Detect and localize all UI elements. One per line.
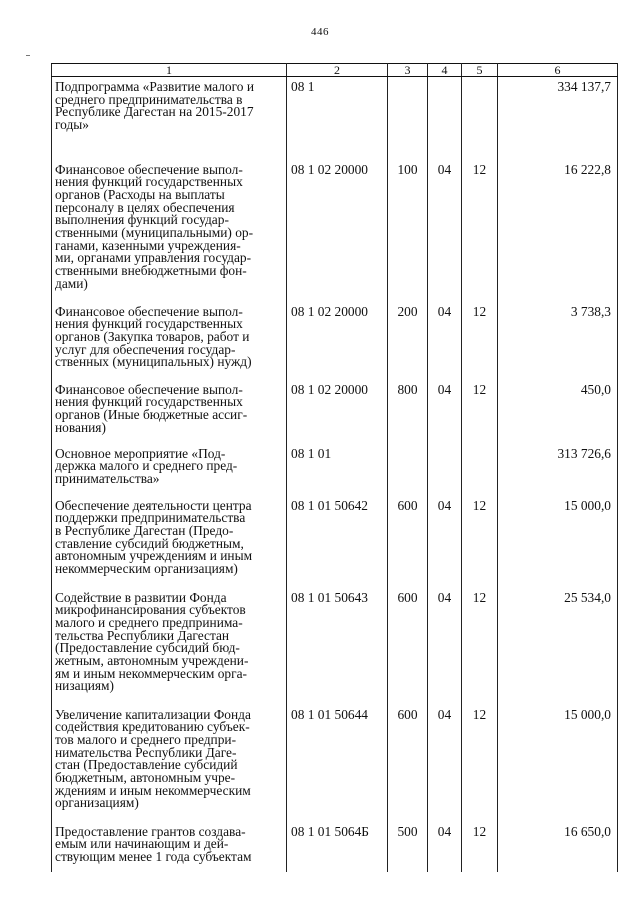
row-name: Обеспечение деятельности центра поддержки предпринимательства в Республике Дагестан (Предо- ставление субсидий бюджетным, автономным учреждениям и иным некоммерческим организациям) (52, 496, 287, 588)
table-row (52, 705, 618, 822)
row-rz: 04 (428, 302, 462, 380)
row-name: Увеличение капитализации Фонда содействия кредитованию субъек- тов малого и среднего предпри- нимательства Республики Даге- стан (Предоставление субсидий бюджетным, автономным учре- ждениям и иным некоммерческим организациям) (52, 705, 287, 822)
row-vr (388, 444, 428, 496)
row-code: 08 1 02 20000 (287, 302, 388, 380)
table-row (52, 588, 618, 705)
row-pr: 12 (462, 160, 498, 302)
row-rz (428, 444, 462, 496)
row-pr: 12 (462, 302, 498, 380)
row-name: Предоставление грантов создава- емым или начинающим и дей- ствующим менее 1 года субъектам (52, 822, 287, 872)
table-row (52, 822, 618, 872)
row-code: 08 1 02 20000 (287, 160, 388, 302)
row-amount: 16 650,0 (498, 822, 618, 872)
row-pr: 12 (462, 822, 498, 872)
table-row (52, 160, 618, 302)
row-code: 08 1 01 50643 (287, 588, 388, 705)
header-col-4: 4 (428, 64, 462, 77)
table-row (52, 444, 618, 496)
row-amount: 15 000,0 (498, 496, 618, 588)
row-amount: 334 137,7 (498, 77, 618, 160)
row-code: 08 1 01 5064Б (287, 822, 388, 872)
row-code: 08 1 01 (287, 444, 388, 496)
budget-table (51, 63, 618, 872)
row-pr (462, 444, 498, 496)
row-name: Финансовое обеспечение выпол- нения функций государственных органов (Иные бюджетные ассиг- нования) (52, 380, 287, 444)
row-pr (462, 77, 498, 160)
row-pr: 12 (462, 496, 498, 588)
table-row (52, 380, 618, 444)
row-amount: 25 534,0 (498, 588, 618, 705)
row-vr: 800 (388, 380, 428, 444)
row-amount: 3 738,3 (498, 302, 618, 380)
row-vr: 600 (388, 496, 428, 588)
row-code: 08 1 (287, 77, 388, 160)
row-vr: 600 (388, 705, 428, 822)
row-code: 08 1 02 20000 (287, 380, 388, 444)
row-pr: 12 (462, 380, 498, 444)
header-col-1: 1 (52, 64, 287, 77)
row-vr: 200 (388, 302, 428, 380)
row-rz: 04 (428, 588, 462, 705)
header-col-5: 5 (462, 64, 498, 77)
row-amount: 313 726,6 (498, 444, 618, 496)
row-vr (388, 77, 428, 160)
row-name: Содействие в развитии Фонда микрофинансирования субъектов малого и среднего предпринима- тельства Республики Дагестан (Предоставление субсидий бюд- жетным, автономным учреждени- ям и иным некоммерческим орга- низациям) (52, 588, 287, 705)
row-name: Подпрограмма «Развитие малого и среднего предпринимательства в Республике Дагестан на 2015-2017 годы» (52, 77, 287, 160)
table-row (52, 302, 618, 380)
row-code: 08 1 01 50642 (287, 496, 388, 588)
row-rz: 04 (428, 705, 462, 822)
header-row (52, 64, 618, 77)
row-amount: 15 000,0 (498, 705, 618, 822)
row-amount: 450,0 (498, 380, 618, 444)
table-row (52, 496, 618, 588)
header-col-6: 6 (498, 64, 618, 77)
table-row (52, 77, 618, 160)
header-col-2: 2 (287, 64, 388, 77)
header-col-3: 3 (388, 64, 428, 77)
row-vr: 100 (388, 160, 428, 302)
row-pr: 12 (462, 588, 498, 705)
page-number: 446 (311, 26, 329, 38)
row-vr: 600 (388, 588, 428, 705)
row-pr: 12 (462, 705, 498, 822)
row-rz: 04 (428, 160, 462, 302)
row-rz: 04 (428, 380, 462, 444)
row-name: Финансовое обеспечение выпол- нения функций государственных органов (Расходы на выплаты персоналу в целях обеспечения выполнения функций государ- ственными (муниципальными) ор- ганами, казенными учреждения- ми, органами управления государ- ственными внебюджетными фон- дами) (52, 160, 287, 302)
row-name: Основное мероприятие «Под- держка малого и среднего пред- принимательства» (52, 444, 287, 496)
row-rz: 04 (428, 822, 462, 872)
row-vr: 500 (388, 822, 428, 872)
row-code: 08 1 01 50644 (287, 705, 388, 822)
row-amount: 16 222,8 (498, 160, 618, 302)
row-rz: 04 (428, 496, 462, 588)
row-rz (428, 77, 462, 160)
row-name: Финансовое обеспечение выпол- нения функций государственных органов (Закупка товаров, работ и услуг для обеспечения государ- ственных (муниципальных) нужд) (52, 302, 287, 380)
margin-mark (26, 55, 30, 56)
